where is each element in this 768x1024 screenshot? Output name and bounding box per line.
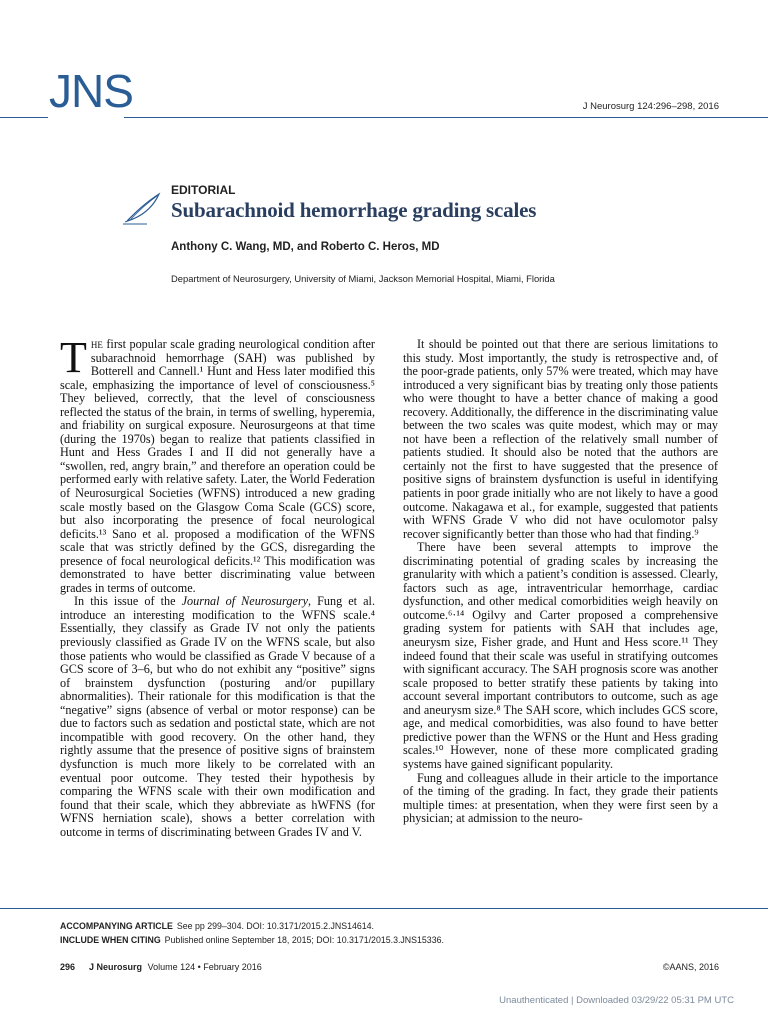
cite-label: INCLUDE WHEN CITING — [60, 935, 161, 945]
accompanying-label: ACCOMPANYING ARTICLE — [60, 921, 173, 931]
article-title: Subarachnoid hemorrhage grading scales — [171, 198, 537, 222]
page-footer-left — [60, 962, 262, 972]
opening-smallcaps: he — [90, 337, 103, 351]
download-notice: Unauthenticated | Downloaded 03/29/22 05:31 PM UTC — [499, 995, 734, 1006]
header-rule-right — [124, 117, 768, 118]
paragraph-text: first popular scale grading neurological condition after subarachnoid hemorrhage (SAH) was published by Botterell and Cannell.¹ Hunt and Hess later modified this scale, emphasizing the importance of level of consciousness.⁵ They believed, correctly, that the level of consciousness reflected the status of the brain, in terms of swelling, hyperemia, and friability on surgical exposure. Neurosurgeons at that time (during the 1970s) began to realize that patients classified in Hunt and Hess Grades I and II did not generally have a “swollen, red, angry brain,” and therefore an operation could be performed early with relative safety. Later, the World Federation of Neurosurgical Societies (WFNS) introduced a new grading scale mostly based on the Glasgow Coma Scale (GCS) score, but also incorporating the presence of focal neurological deficits.¹³ Sano et al. proposed a modification of the WFNS scale that was strictly defined by the GCS, disregarding the presence of focal neurological deficits.¹² This modification was demonstrated to have better discriminating value between grades in terms of outcome. — [60, 337, 375, 595]
body-paragraph-4: There have been several attempts to improve the discriminating potential of grading scales by increasing the granularity with which a patient’s condition is assessed. Clearly, factors such as age, intraventricular hemorrhage, cardiac dysfunction, and other medical comorbidities weigh heavily on outcome.⁶·¹⁴ Ogilvy and Carter proposed a comprehensive grading system for patients with SAH that includes age, aneurysm size, Fisher grade, and Hunt and Hess score.¹¹ They indeed found that their scale was useful in stratifying outcomes with significant accuracy. The SAH prognosis score was another scale proposed to better stratify these patients by taking into account several important contributors to outcome, such as age and aneurysm size.⁸ The SAH score, which includes GCS score, age, and medical comorbidities, was also found to have better predictive power than the WFNS or the Hunt and Hess grading scales.¹⁰ However, none of these more complicated grading systems have gained significant popularity. — [403, 540, 718, 771]
body-paragraph-5: Fung and colleagues allude in their article to the importance of the timing of the grading. In fact, they grade their patients multiple times: at presentation, when they were first seen by a physician; at admission to the neuro- — [403, 770, 718, 826]
accompanying-text: See pp 299–304. DOI: 10.3171/2015.2.JNS14614. — [176, 921, 374, 931]
author-list: Anthony C. Wang, MD, and Roberto C. Heros, MD — [171, 241, 440, 253]
paragraph-text: , Fung et al. introduce an interesting modification to the WFNS scale.⁴ Essentially, they classify as Grade IV not only the patients previously classified as Grade IV on the WFNS scale, but also those patients who would be classified as Grade V because of a GCS score of 3–6, but who do not exhibit any “positive” signs of brainstem dysfunction (posturing and/or pupillary abnormalities). Their rationale for this modification is that the “negative” signs (absence of verbal or motor response) can be due to factors such as sedation and postictal state, which are not incompatible with good recovery. On the other hand, they rightly assume that the presence of positive signs of brainstem dysfunction is much more likely to be correlated with an eventual poor outcome. They tested their hypothesis by comparing the WFNS scale with their own modification and found that their scale, which they abbreviate as hWFNS (for WFNS herniation scale), shows a better correlation with outcome in terms of discriminating between Grades IV and V. — [60, 594, 375, 839]
accompanying-article-note — [60, 921, 374, 931]
body-column-left — [60, 333, 375, 839]
paragraph-text: In this issue of the — [74, 594, 182, 609]
section-label: EDITORIAL — [171, 183, 236, 197]
header-rule-left — [0, 117, 48, 118]
footer-rule — [0, 908, 768, 909]
drop-cap: T — [60, 333, 87, 382]
body-column-right — [403, 338, 718, 826]
volume-info: Volume 124 • February 2016 — [147, 962, 262, 972]
page-number: 296 — [60, 962, 76, 972]
body-paragraph-2 — [60, 595, 375, 839]
copyright: ©AANS, 2016 — [662, 962, 719, 972]
author-affiliation: Department of Neurosurgery, University of Miami, Jackson Memorial Hospital, Miami, Florida — [171, 273, 555, 284]
journal-abbrev: J Neurosurg — [89, 962, 143, 972]
body-paragraph-1 — [60, 333, 375, 595]
journal-logo: JNS — [49, 65, 133, 117]
quill-pen-icon — [121, 191, 165, 227]
body-paragraph-3: It should be pointed out that there are serious limitations to this study. Most importantly, the study is retrospective and, of the poor-grade patients, only 57% were treated, which may have introduced a very significant bias by treating only those patients who were thought to have a better chance of making a good recovery. Additionally, the difference in the discriminating value between the two scales was quite modest, which may or may not have been a reflection of the relatively small number of patients studied. It should also be noted that the authors are certainly not the first to have suggested that the presence of positive signs of brainstem dysfunction is useful in identifying patients in poor grade initially who are not likely to have a good outcome. Nakagawa et al., for example, suggested that patients with WFNS Grade V who did not have oculomotor palsy recover significantly better than those who had that finding.⁹ — [403, 337, 718, 541]
journal-name-italic: Journal of Neurosurgery — [181, 594, 308, 609]
cite-text: Published online September 18, 2015; DOI: 10.3171/2015.3.JNS15336. — [164, 935, 444, 945]
journal-citation: J Neurosurg 124:296–298, 2016 — [582, 101, 719, 112]
citation-note — [60, 935, 444, 945]
